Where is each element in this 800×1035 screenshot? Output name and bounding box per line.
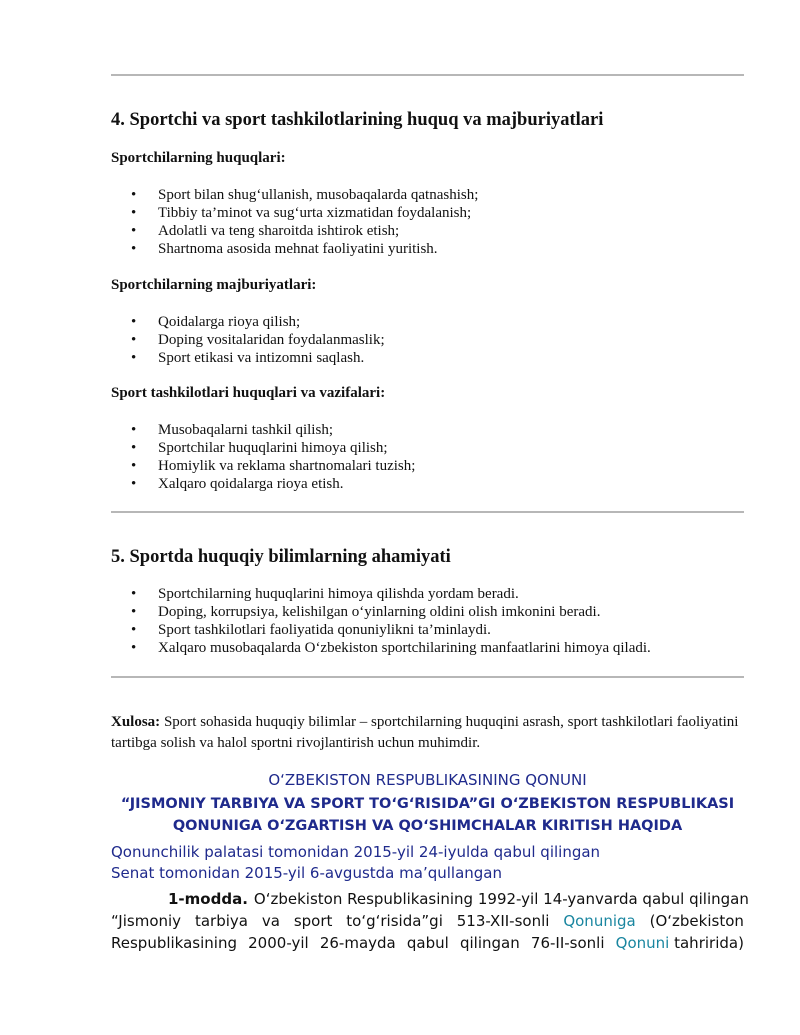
law-title-line-2: QONUNIGA O‘ZGARTISH VA QO‘SHIMCHALAR KIRITISH HAQIDA xyxy=(172,818,683,834)
word: to‘g‘risida”gi xyxy=(346,912,443,930)
law-kicker: O‘ZBEKISTON RESPUBLIKASINING QONUNI xyxy=(268,771,587,789)
section-4-heading: 4. Sportchi va sport tashkilotlarining huquq va majburiyatlari xyxy=(111,110,604,130)
word: 26-mayda xyxy=(319,934,396,952)
word: sport xyxy=(293,912,333,930)
list-item: • Sportchilarning huquqlarini himoya qilishda yordam beradi. xyxy=(111,585,651,603)
word: (O‘zbekiston xyxy=(649,912,744,930)
list-item: • Doping vositalaridan foydalanmaslik; xyxy=(111,331,385,349)
word: qilingan xyxy=(459,934,520,952)
list-item: • Homiylik va reklama shartnomalari tuzish; xyxy=(111,457,415,475)
law-title xyxy=(111,793,744,837)
list-item: • Xalqaro musobaqalarda O‘zbekiston sportchilarining manfaatlarini himoya qiladi. xyxy=(111,639,651,657)
link-group xyxy=(616,932,744,954)
section-divider xyxy=(111,511,744,513)
list-item: • Xalqaro qoidalarga rioya etish. xyxy=(111,475,415,493)
list-item: • Adolatli va teng sharoitda ishtirok etish; xyxy=(111,222,478,240)
word: va xyxy=(261,912,280,930)
word: 513-XII-sonli xyxy=(456,912,550,930)
word: tarbiya xyxy=(194,912,248,930)
law-link-qonuniga[interactable]: Qonuniga xyxy=(563,912,636,930)
rights-list xyxy=(111,186,478,258)
orgs-list xyxy=(111,421,415,493)
article-line-1-text: O‘zbekiston Respublikasining 1992-yil 14-yanvarda qabul qilingan xyxy=(253,890,749,908)
list-item: • Musobaqalarni tashkil qilish; xyxy=(111,421,415,439)
law-link-qonuni[interactable]: Qonuni xyxy=(615,934,670,952)
article-line-2 xyxy=(111,910,744,932)
list-item: • Sport etikasi va intizomni saqlash. xyxy=(111,349,385,367)
article-line-3 xyxy=(111,932,744,954)
top-divider xyxy=(111,74,744,76)
word: 2000-yil xyxy=(248,934,309,952)
word: 76-II-sonli xyxy=(530,934,605,952)
conclusion-label: Xulosa: xyxy=(111,714,161,730)
list-item: • Sport tashkilotlari faoliyatida qonuniylikni ta’minlaydi. xyxy=(111,621,651,639)
article-1 xyxy=(111,888,749,954)
importance-list xyxy=(111,585,651,657)
article-line-1 xyxy=(111,888,749,910)
duties-list xyxy=(111,313,385,367)
orgs-heading: Sport tashkilotlari huquqlari va vazifalari: xyxy=(111,385,386,401)
conclusion-paragraph xyxy=(111,712,751,754)
list-item: • Tibbiy ta’minot va sug‘urta xizmatidan foydalanish; xyxy=(111,204,478,222)
word: “Jismoniy xyxy=(111,912,182,930)
section-5-heading: 5. Sportda huquqiy bilimlarning ahamiyati xyxy=(111,547,451,567)
adoption-note-2: Senat tomonidan 2015-yil 6-avgustda ma’qullangan xyxy=(111,864,502,882)
list-item: • Shartnoma asosida mehnat faoliyatini yuritish. xyxy=(111,240,478,258)
list-item: • Doping, korrupsiya, kelishilgan o‘yinlarning oldini olish imkonini beradi. xyxy=(111,603,651,621)
law-title-line-1: “JISMONIY TARBIYA VA SPORT TO‘G‘RISIDA”GI O‘ZBEKISTON RESPUBLIKASI xyxy=(120,796,735,812)
conclusion-text: Sport sohasida huquqiy bilimlar – sportchilarning huquqini asrash, sport tashkilotlari faoliyatini tartibga solish va halol sportni rivojlantirish uchun muhimdir. xyxy=(111,714,739,751)
word: Respublikasining xyxy=(111,934,237,952)
adoption-note-1: Qonunchilik palatasi tomonidan 2015-yil 24-iyulda qabul qilingan xyxy=(111,843,601,861)
duties-heading: Sportchilarning majburiyatlari: xyxy=(111,277,317,293)
word: tahririda) xyxy=(674,934,744,952)
article-label: 1-modda. xyxy=(168,890,248,908)
list-item: • Sport bilan shug‘ullanish, musobaqalarda qatnashish; xyxy=(111,186,478,204)
list-item: • Qoidalarga rioya qilish; xyxy=(111,313,385,331)
section-divider xyxy=(111,676,744,678)
rights-heading: Sportchilarning huquqlari: xyxy=(111,150,286,166)
list-item: • Sportchilar huquqlarini himoya qilish; xyxy=(111,439,415,457)
word: qabul xyxy=(406,934,449,952)
